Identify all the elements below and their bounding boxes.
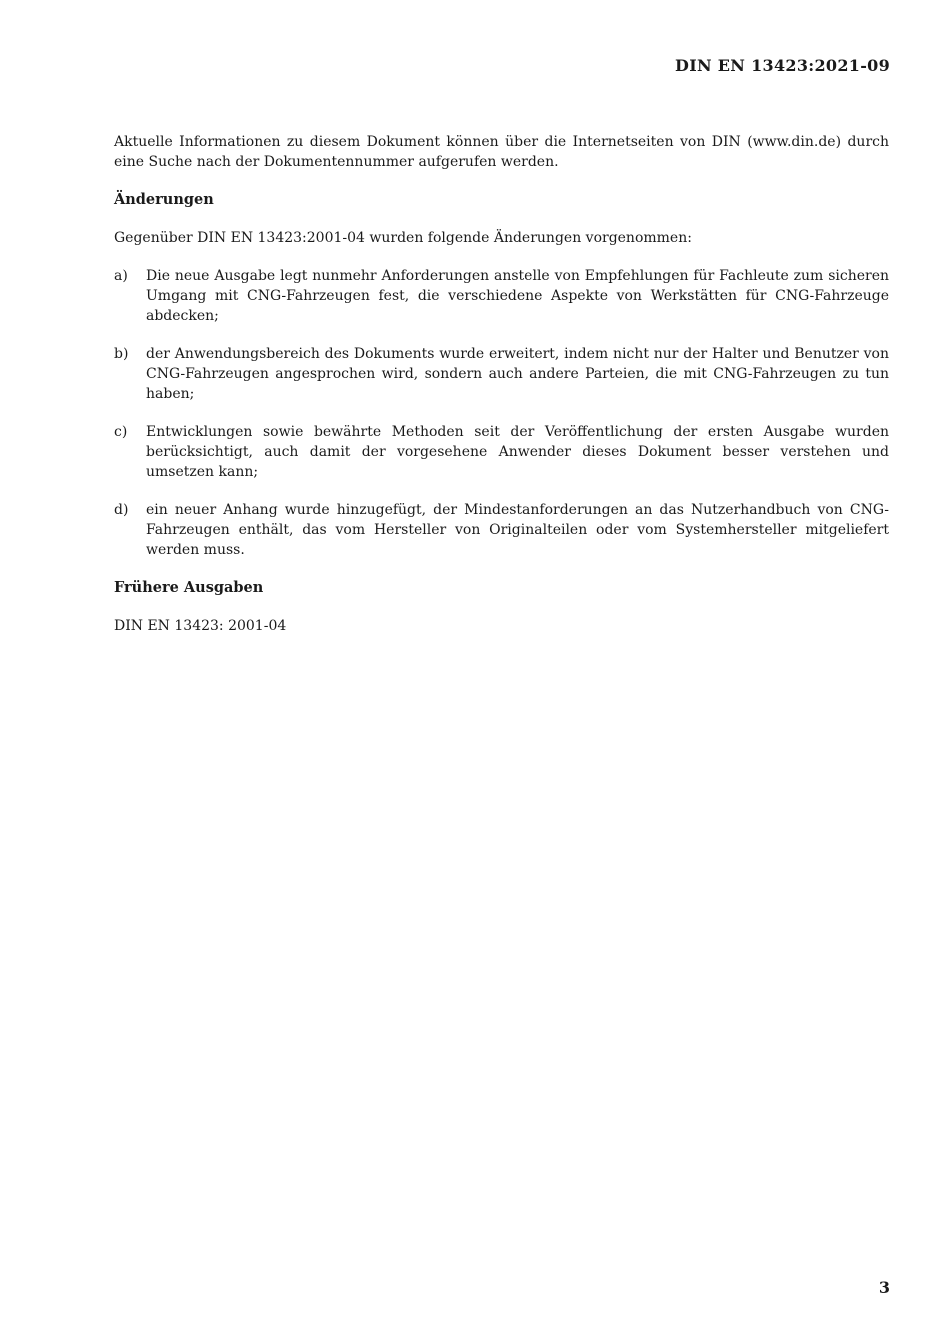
list-item-text: der Anwendungsbereich des Dokuments wurde erweitert, indem nicht nur der Halter und Benutzer von CNG-Fahrzeugen angesprochen wird, sondern auch andere Parteien, die mit CNG-Fahrzeugen zu tun haben; — [146, 346, 889, 402]
list-marker: a) — [114, 268, 128, 284]
list-marker: b) — [114, 346, 129, 362]
changes-heading: Änderungen — [114, 191, 214, 208]
document-id-header: DIN EN 13423:2021-09 — [675, 56, 890, 75]
page-number: 3 — [878, 1278, 890, 1297]
list-marker: d) — [114, 502, 129, 518]
list-item — [114, 344, 889, 404]
list-item — [114, 422, 889, 482]
document-body — [114, 132, 889, 654]
previous-editions-text: DIN EN 13423: 2001-04 — [114, 618, 287, 634]
list-item-text: Entwicklungen sowie bewährte Methoden seit der Veröffentlichung der ersten Ausgabe wurden berücksichtigt, auch damit der vorgesehene Anwender dieses Dokument besser verstehen und umsetzen kann; — [146, 424, 889, 480]
intro-paragraph: Aktuelle Informationen zu diesem Dokument können über die Internetseiten von DIN (www.din.de) durch eine Suche nach der Dokumentennummer aufgerufen werden. — [114, 134, 889, 170]
list-item-text: ein neuer Anhang wurde hinzugefügt, der Mindestanforderungen an das Nutzerhandbuch von CNG-Fahrzeugen enthält, das vom Hersteller von Originalteilen oder vom Systemhersteller mitgeliefert werden muss. — [146, 502, 889, 558]
list-marker: c) — [114, 424, 128, 440]
list-item — [114, 500, 889, 560]
changes-lead-paragraph: Gegenüber DIN EN 13423:2001-04 wurden folgende Änderungen vorgenommen: — [114, 230, 692, 246]
changes-list — [114, 266, 889, 560]
list-item — [114, 266, 889, 326]
previous-editions-heading: Frühere Ausgaben — [114, 579, 264, 596]
list-item-text: Die neue Ausgabe legt nunmehr Anforderungen anstelle von Empfehlungen für Fachleute zum sicheren Umgang mit CNG-Fahrzeugen fest, die verschiedene Aspekte von Werkstätten für CNG-Fahrzeuge abdecken; — [146, 268, 889, 324]
